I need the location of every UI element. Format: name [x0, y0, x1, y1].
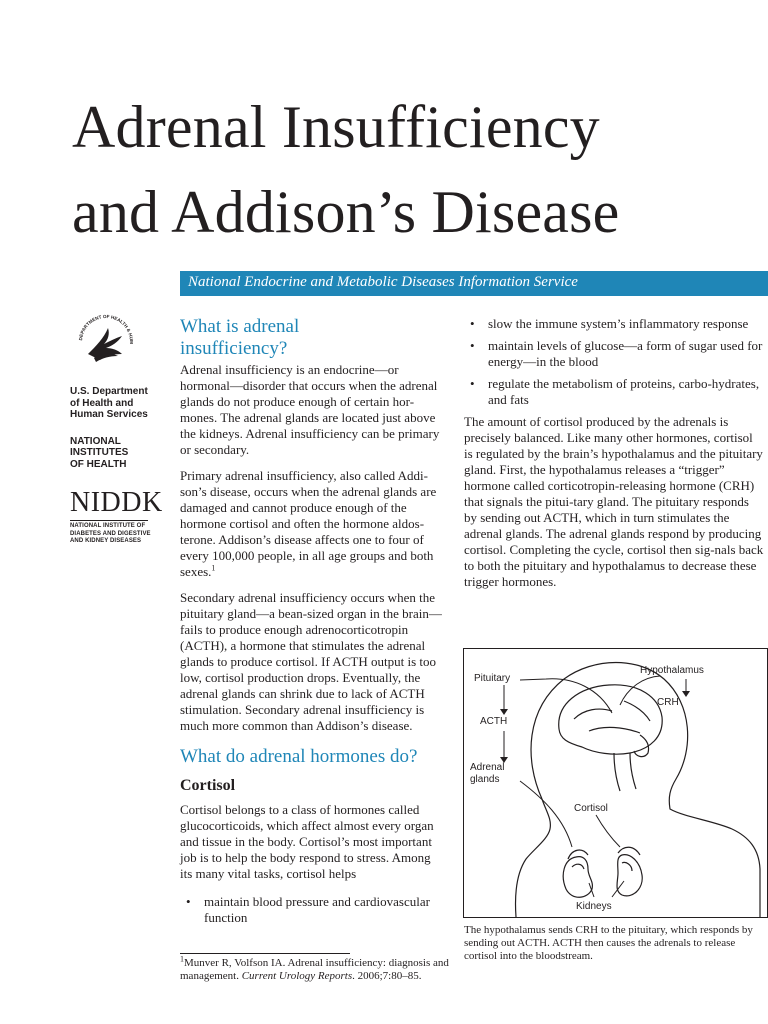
list-item: • maintain blood pressure and cardiovascular function	[180, 894, 445, 926]
bullet-list	[464, 316, 764, 408]
paragraph: Adrenal insufficiency is an endocrine—or hormonal—disorder that occurs when the adrenal glands do not produce enough of certain hor-mones. The adrenal glands are located just above the kidneys. Adrenal insufficiency can be primary or secondary.	[180, 362, 440, 457]
list-item: • slow the immune system’s inflammatory response	[464, 316, 764, 332]
footnote-rule	[180, 953, 350, 954]
section-heading-adrenal-insufficiency: What is adrenal insufficiency?	[180, 316, 300, 359]
paragraph: Cortisol belongs to a class of hormones called glucocorticoids, which affect almost every organ and tissue in the body. Cortisol’s most important job is to help the body respond to stress. Among its many vital tasks, cortisol helps	[180, 802, 434, 881]
title-line-1: Adrenal Insufficiency	[72, 94, 600, 160]
figure-caption: The hypothalamus sends CRH to the pituitary, which responds by sending out ACTH. ACTH then causes the adrenals to release cortisol into the bloodstream.	[464, 924, 753, 962]
list-item: • regulate the metabolism of proteins, carbo-hydrates, and fats	[464, 376, 764, 408]
paragraph: Secondary adrenal insufficiency occurs when the pituitary gland—a bean-sized organ in the brain—fails to produce enough adrenocorticotropin (ACTH), a hormone that stimulates the adrenal glands to produce cortisol. If ACTH output is too low, cortisol production drops. Eventually, the adrenal glands can shrink due to lack of ACTH stimulation. Secondary adrenal insufficiency is much more common than Addison’s disease.	[180, 590, 442, 733]
section-heading-adrenal-hormones: What do adrenal hormones do?	[180, 746, 418, 767]
nih-name: NATIONAL INSTITUTES OF HEALTH	[70, 435, 129, 470]
label-acth: ACTH	[480, 716, 508, 727]
label-kidneys: Kidneys	[576, 901, 612, 912]
subheading-cortisol: Cortisol	[180, 777, 236, 794]
niddk-logo: NIDDK	[70, 487, 163, 518]
hhs-eagle-logo	[74, 308, 138, 372]
label-adrenal-glands: Adrenal glands	[470, 762, 505, 785]
paragraph: Primary adrenal insufficiency, also called Addi-son’s disease, occurs when the adrenal glands are damaged and cannot produce enough of the hormone cortisol and often the hormone aldos-terone. Addison’s disease affects one to four of every 100,000 people, in all age groups and both sexes.$^1$	[180, 468, 437, 579]
hhs-seal-text: DEPARTMENT OF HEALTH & HUM	[78, 313, 134, 344]
right-column	[464, 316, 764, 600]
footnote: $^1$Munver R, Volfson IA. Adrenal insufficiency: diagnosis and management. Current Urology Reports. 2006;7:80–85.	[180, 954, 449, 982]
body-illustration	[464, 649, 767, 917]
footnote-mark: 1	[211, 563, 216, 573]
bullet-list	[180, 894, 445, 926]
label-hypothalamus: Hypothalamus	[640, 665, 704, 676]
label-pituitary: Pituitary	[474, 673, 511, 684]
hormone-diagram	[463, 648, 768, 918]
middle-column	[180, 316, 445, 932]
service-banner: National Endocrine and Metabolic Diseases Information Service	[180, 271, 768, 296]
paragraph: The amount of cortisol produced by the adrenals is precisely balanced. Like many other hormones, cortisol is regulated by the brain’s hypothalamus and the pituitary gland. First, the hypothalamus releases a “trigger” hormone called corticotropin-releasing hormone (CRH) that signals the pitui-tary gland. The pituitary responds by sending out ACTH, which in turn stimulates the adrenal glands. The adrenal glands respond by producing cortisol. Completing the cycle, cortisol then sig-nals back to both the pituitary and hypothalamus to decrease these trigger hormones.	[464, 414, 764, 589]
label-cortisol: Cortisol	[574, 803, 608, 814]
hhs-name: U.S. Department of Health and Human Services	[70, 386, 148, 420]
sidebar-logos	[70, 308, 180, 546]
title-line-2: and Addison’s Disease	[72, 179, 620, 245]
niddk-full-name: NATIONAL INSTITUTE OF DIABETES AND DIGESTIVE AND KIDNEY DISEASES	[70, 523, 151, 544]
label-crh: CRH	[657, 697, 679, 708]
niddk-rule	[70, 520, 148, 521]
list-item: • maintain levels of glucose—a form of sugar used for energy—in the blood	[464, 338, 764, 370]
